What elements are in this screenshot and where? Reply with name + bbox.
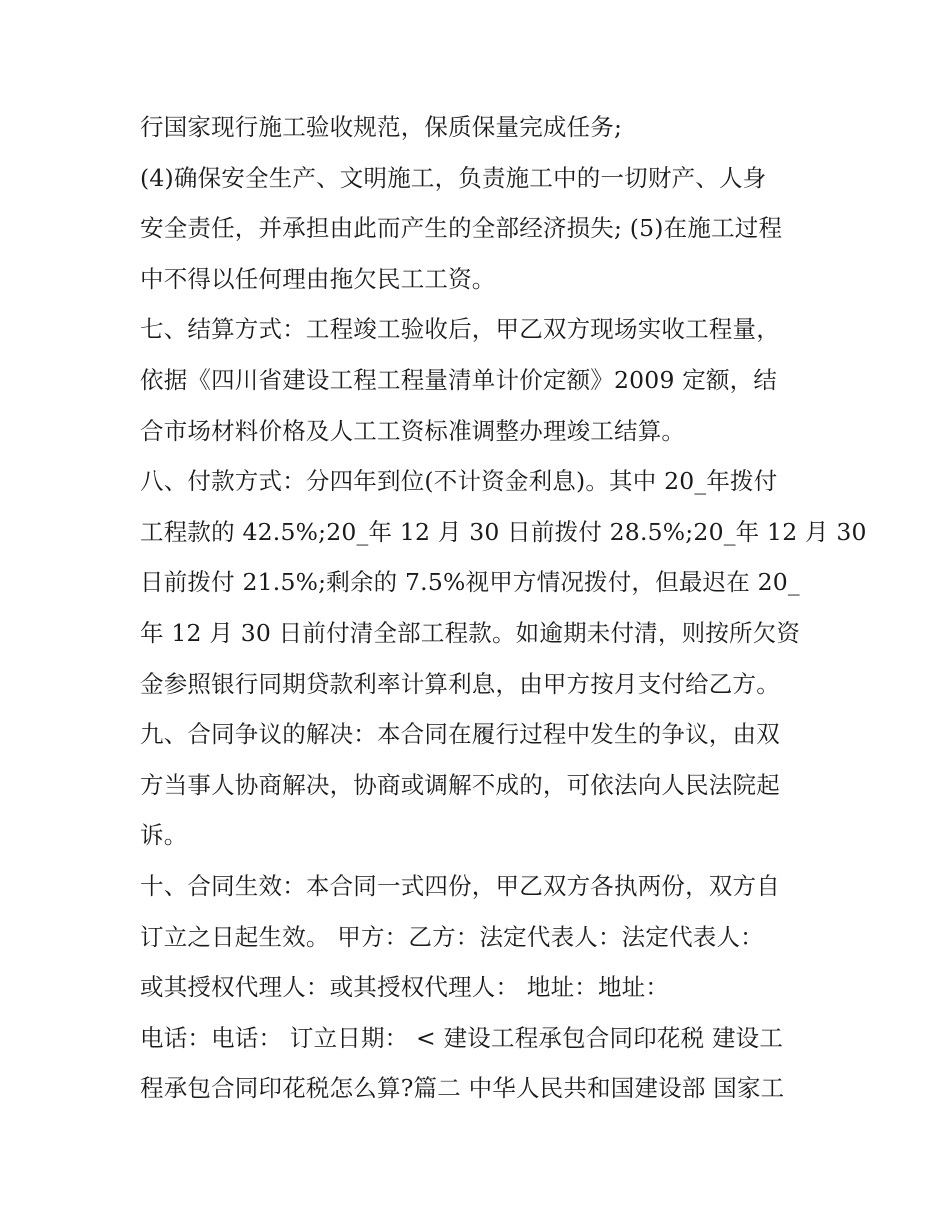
text-line: 八、付款方式：分四年到位(不计资金利息)。其中 20_年拨付	[140, 467, 778, 496]
text-line: 九、合同争议的解决：本合同在履行过程中发生的争议，由双	[140, 720, 780, 749]
text-line: (4)确保安全生产、文明施工，负责施工中的一切财产、人身	[140, 163, 767, 192]
text-line: 七、结算方式：工程竣工验收后，甲乙双方现场实收工程量，	[140, 315, 780, 344]
text-line: 金参照银行同期贷款利率计算利息，由甲方按月支付给乙方。	[140, 669, 780, 698]
document-body	[140, 102, 867, 1114]
text-line: 或其授权代理人：或其授权代理人： 地址：地址：	[140, 973, 670, 1002]
text-line: 合市场材料价格及人工工资标准调整办理竣工结算。	[140, 416, 686, 445]
text-line: 安全责任，并承担由此而产生的全部经济损失; (5)在施工过程	[140, 214, 783, 243]
text-line: 程承包合同印花税怎么算?篇二 中华人民共和国建设部 国家工	[140, 1074, 785, 1103]
text-line: 十、合同生效：本合同一式四份，甲乙双方各执两份，双方自	[140, 871, 780, 900]
text-line: 中不得以任何理由拖欠民工工资。	[140, 264, 496, 293]
text-line: 工程款的 42.5%;20_年 12 月 30 日前拨付 28.5%;20_年 12 月 30	[140, 517, 867, 546]
text-line: 电话：电话： 订立日期： < 建设工程承包合同印花税 建设工	[140, 1023, 784, 1052]
text-line: 依据《四川省建设工程工程量清单计价定额》2009 定额，结	[140, 365, 778, 394]
text-line: 方当事人协商解决，协商或调解不成的，可依法向人民法院起	[140, 770, 780, 799]
text-line: 年 12 月 30 日前付清全部工程款。如逾期未付清，则按所欠资	[140, 618, 801, 647]
text-line: 订立之日起生效。 甲方：乙方：法定代表人：法定代表人：	[140, 922, 764, 951]
text-line: 诉。	[140, 821, 188, 850]
text-line: 日前拨付 21.5%;剩余的 7.5%视甲方情况拨付，但最迟在 20_	[140, 568, 800, 597]
text-line: 行国家现行施工验收规范，保质保量完成任务;	[140, 113, 623, 141]
